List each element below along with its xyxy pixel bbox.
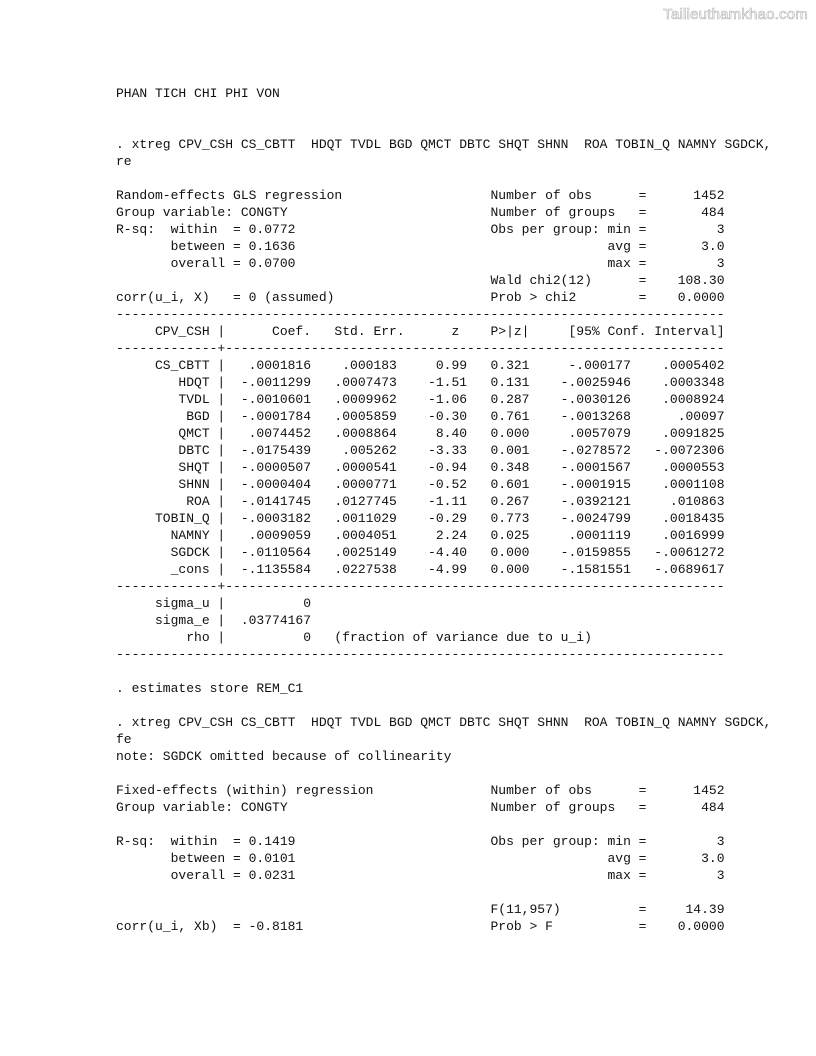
output-line: . xtreg CPV_CSH CS_CBTT HDQT TVDL BGD QMCT DBTC SHQT SHNN ROA TOBIN_Q NAMNY SGDCK, — [116, 715, 772, 730]
output-line — [116, 765, 771, 782]
watermark: Tailieuthamkhao.com — [663, 6, 808, 23]
output-line: QMCT | .0074452 .0008864 8.40 0.000 .0057079 .0091825 — [116, 426, 725, 441]
output-line: -------------+---------------------------------------------------------------- — [116, 341, 725, 356]
output-line: _cons | -.1135584 .0227538 -4.99 0.000 -.1581551 -.0689617 — [116, 562, 725, 577]
output-line: ROA | -.0141745 .0127745 -1.11 0.267 -.0392121 .010863 — [116, 494, 725, 509]
output-line — [116, 697, 771, 714]
output-line: overall = 0.0231 max = 3 — [116, 868, 725, 883]
output-line: rho | 0 (fraction of variance due to u_i) — [116, 630, 592, 645]
output-line: BGD | -.0001784 .0005859 -0.30 0.761 -.0013268 .00097 — [116, 409, 725, 424]
output-line: CPV_CSH | Coef. Std. Err. z P>|z| [95% Conf. Interval] — [116, 324, 725, 339]
output-line: ------------------------------------------------------------------------------ — [116, 307, 725, 322]
output-line: SGDCK | -.0110564 .0025149 -4.40 0.000 -.0159855 -.0061272 — [116, 545, 725, 560]
output-line: R-sq: within = 0.0772 Obs per group: min = 3 — [116, 222, 725, 237]
output-line: Group variable: CONGTY Number of groups = 484 — [116, 800, 725, 815]
output-line: between = 0.0101 avg = 3.0 — [116, 851, 725, 866]
output-line: note: SGDCK omitted because of collinearity — [116, 749, 452, 764]
output-line: Group variable: CONGTY Number of groups = 484 — [116, 205, 725, 220]
output-line: re — [116, 154, 132, 169]
output-line: SHNN | -.0000404 .0000771 -0.52 0.601 -.0001915 .0001108 — [116, 477, 725, 492]
output-line: . estimates store REM_C1 — [116, 681, 304, 696]
output-line: -------------+---------------------------------------------------------------- — [116, 579, 725, 594]
output-line: DBTC | -.0175439 .005262 -3.33 0.001 -.0278572 -.0072306 — [116, 443, 725, 458]
output-line — [116, 170, 771, 187]
output-line: SHQT | -.0000507 .0000541 -0.94 0.348 -.0001567 .0000553 — [116, 460, 725, 475]
output-line: between = 0.1636 avg = 3.0 — [116, 239, 725, 254]
output-line: ------------------------------------------------------------------------------ — [116, 647, 725, 662]
output-line: corr(u_i, X) = 0 (assumed) Prob > chi2 = 0.0000 — [116, 290, 725, 305]
output-line: corr(u_i, Xb) = -0.8181 Prob > F = 0.0000 — [116, 919, 725, 934]
page-title: PHAN TICH CHI PHI VON — [116, 86, 280, 101]
output-line: fe — [116, 732, 132, 747]
output-line: sigma_u | 0 — [116, 596, 312, 611]
output-line: TVDL | -.0010601 .0009962 -1.06 0.287 -.0030126 .0008924 — [116, 392, 725, 407]
output-line — [116, 884, 771, 901]
output-line: HDQT | -.0011299 .0007473 -1.51 0.131 -.0025946 .0003348 — [116, 375, 725, 390]
output-line: . xtreg CPV_CSH CS_CBTT HDQT TVDL BGD QMCT DBTC SHQT SHNN ROA TOBIN_Q NAMNY SGDCK, — [116, 137, 772, 152]
output-line: CS_CBTT | .0001816 .000183 0.99 0.321 -.000177 .0005402 — [116, 358, 725, 373]
output-line: NAMNY | .0009059 .0004051 2.24 0.025 .0001119 .0016999 — [116, 528, 725, 543]
output-line: TOBIN_Q | -.0003182 .0011029 -0.29 0.773 -.0024799 .0018435 — [116, 511, 725, 526]
output-line: Wald chi2(12) = 108.30 — [116, 273, 725, 288]
stata-output-log — [116, 136, 771, 935]
output-line: sigma_e | .03774167 — [116, 613, 312, 628]
output-line: Random-effects GLS regression Number of obs = 1452 — [116, 188, 725, 203]
output-line — [116, 816, 771, 833]
output-line: overall = 0.0700 max = 3 — [116, 256, 725, 271]
output-line: R-sq: within = 0.1419 Obs per group: min = 3 — [116, 834, 725, 849]
output-line: Fixed-effects (within) regression Number of obs = 1452 — [116, 783, 725, 798]
output-line — [116, 663, 771, 680]
output-line: F(11,957) = 14.39 — [116, 902, 725, 917]
